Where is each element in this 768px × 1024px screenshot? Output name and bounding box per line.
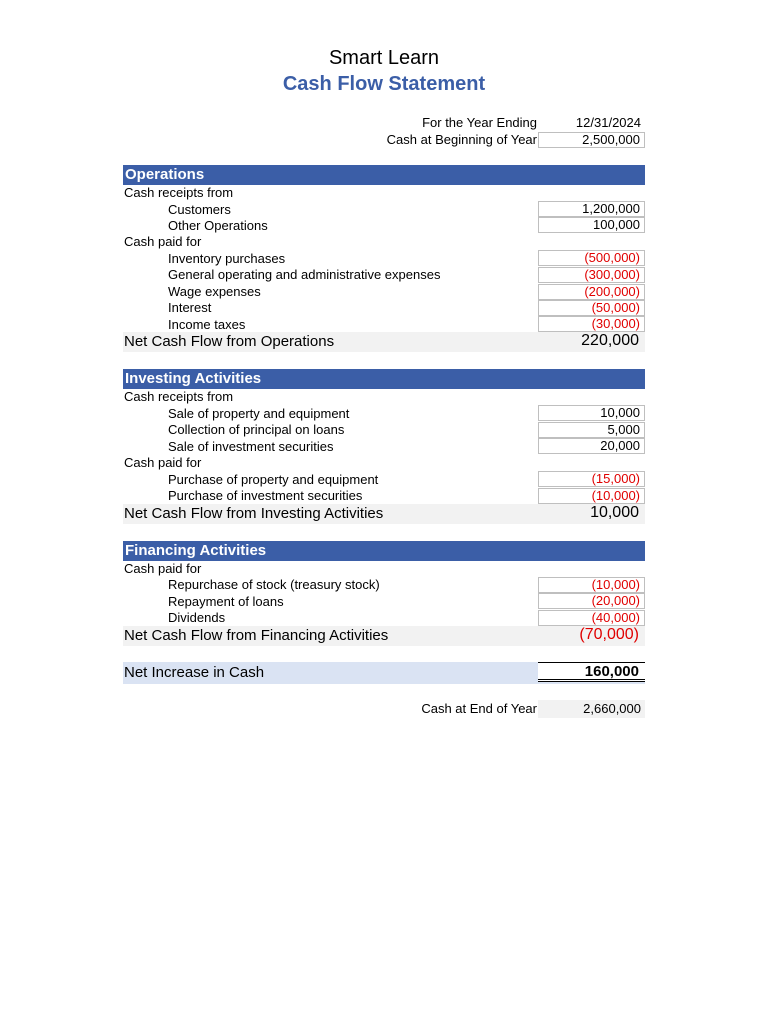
operations-paid-item-label: Inventory purchases (168, 251, 286, 266)
investing-receipts-label: Cash receipts from (124, 389, 234, 404)
financing-net-row (123, 626, 645, 646)
financing-paid-item-label: Repurchase of stock (treasury stock) (168, 577, 380, 592)
operations-receipt-value[interactable]: 1,200,000 (538, 201, 645, 217)
operations-net-row (123, 332, 645, 352)
financing-paid-item-value[interactable]: (40,000) (538, 610, 645, 626)
financing-net-label: Net Cash Flow from Financing Activities (124, 627, 389, 644)
operations-receipt-value[interactable]: 100,000 (538, 217, 645, 233)
financing-paid-item-label: Repayment of loans (168, 594, 284, 609)
operations-net-label: Net Cash Flow from Operations (124, 333, 335, 350)
operations-paid-item-value[interactable]: (500,000) (538, 250, 645, 266)
financing-heading: Financing Activities (123, 541, 645, 561)
financing-paid-label: Cash paid for (124, 561, 202, 576)
financing-paid-item-label: Dividends (168, 610, 226, 625)
year-ending-value[interactable]: 12/31/2024 (575, 115, 641, 130)
operations-paid-item-label: Wage expenses (168, 284, 261, 299)
operations-paid-item-label: Interest (168, 300, 212, 315)
year-ending-label: For the Year Ending (422, 115, 537, 130)
net-increase-value: 160,000 (538, 662, 645, 682)
operations-paid-label: Cash paid for (124, 234, 202, 249)
operations-paid-item-value[interactable]: (300,000) (538, 267, 645, 283)
operations-paid-item-value[interactable]: (30,000) (538, 316, 645, 332)
investing-heading: Investing Activities (123, 369, 645, 389)
company-name: Smart Learn (328, 47, 440, 69)
end-cash-value: 2,660,000 (538, 700, 645, 718)
investing-paid-item-value[interactable]: (10,000) (538, 488, 645, 504)
financing-paid-item-value[interactable]: (10,000) (538, 577, 645, 593)
investing-receipt-value[interactable]: 10,000 (538, 405, 645, 421)
investing-net-row (123, 504, 645, 524)
investing-receipt-label: Sale of property and equipment (168, 406, 350, 421)
investing-net-value: 10,000 (590, 504, 639, 521)
financing-paid-item-value[interactable]: (20,000) (538, 593, 645, 609)
operations-paid-item-value[interactable]: (50,000) (538, 300, 645, 316)
beginning-cash-value[interactable]: 2,500,000 (538, 132, 645, 148)
operations-paid-item-value[interactable]: (200,000) (538, 284, 645, 300)
investing-receipt-label: Collection of principal on loans (168, 422, 345, 437)
operations-net-value: 220,000 (581, 332, 639, 349)
operations-paid-item-label: Income taxes (168, 317, 246, 332)
investing-receipt-value[interactable]: 5,000 (538, 422, 645, 438)
beginning-cash-label: Cash at Beginning of Year (386, 132, 537, 147)
net-increase-label: Net Increase in Cash (124, 664, 265, 681)
investing-receipt-value[interactable]: 20,000 (538, 438, 645, 454)
operations-receipt-label: Other Operations (168, 218, 268, 233)
investing-paid-item-label: Purchase of investment securities (168, 488, 363, 503)
operations-receipts-label: Cash receipts from (124, 185, 234, 200)
end-cash-label: Cash at End of Year (421, 701, 537, 716)
investing-paid-item-value[interactable]: (15,000) (538, 471, 645, 487)
operations-paid-item-label: General operating and administrative expenses (168, 267, 441, 282)
operations-heading: Operations (123, 165, 645, 185)
statement-title: Cash Flow Statement (282, 73, 486, 95)
net-increase-row (123, 662, 645, 684)
financing-net-value: (70,000) (579, 626, 639, 643)
investing-paid-label: Cash paid for (124, 455, 202, 470)
investing-receipt-label: Sale of investment securities (168, 439, 334, 454)
investing-paid-item-label: Purchase of property and equipment (168, 472, 379, 487)
operations-receipt-label: Customers (168, 202, 231, 217)
investing-net-label: Net Cash Flow from Investing Activities (124, 505, 384, 522)
